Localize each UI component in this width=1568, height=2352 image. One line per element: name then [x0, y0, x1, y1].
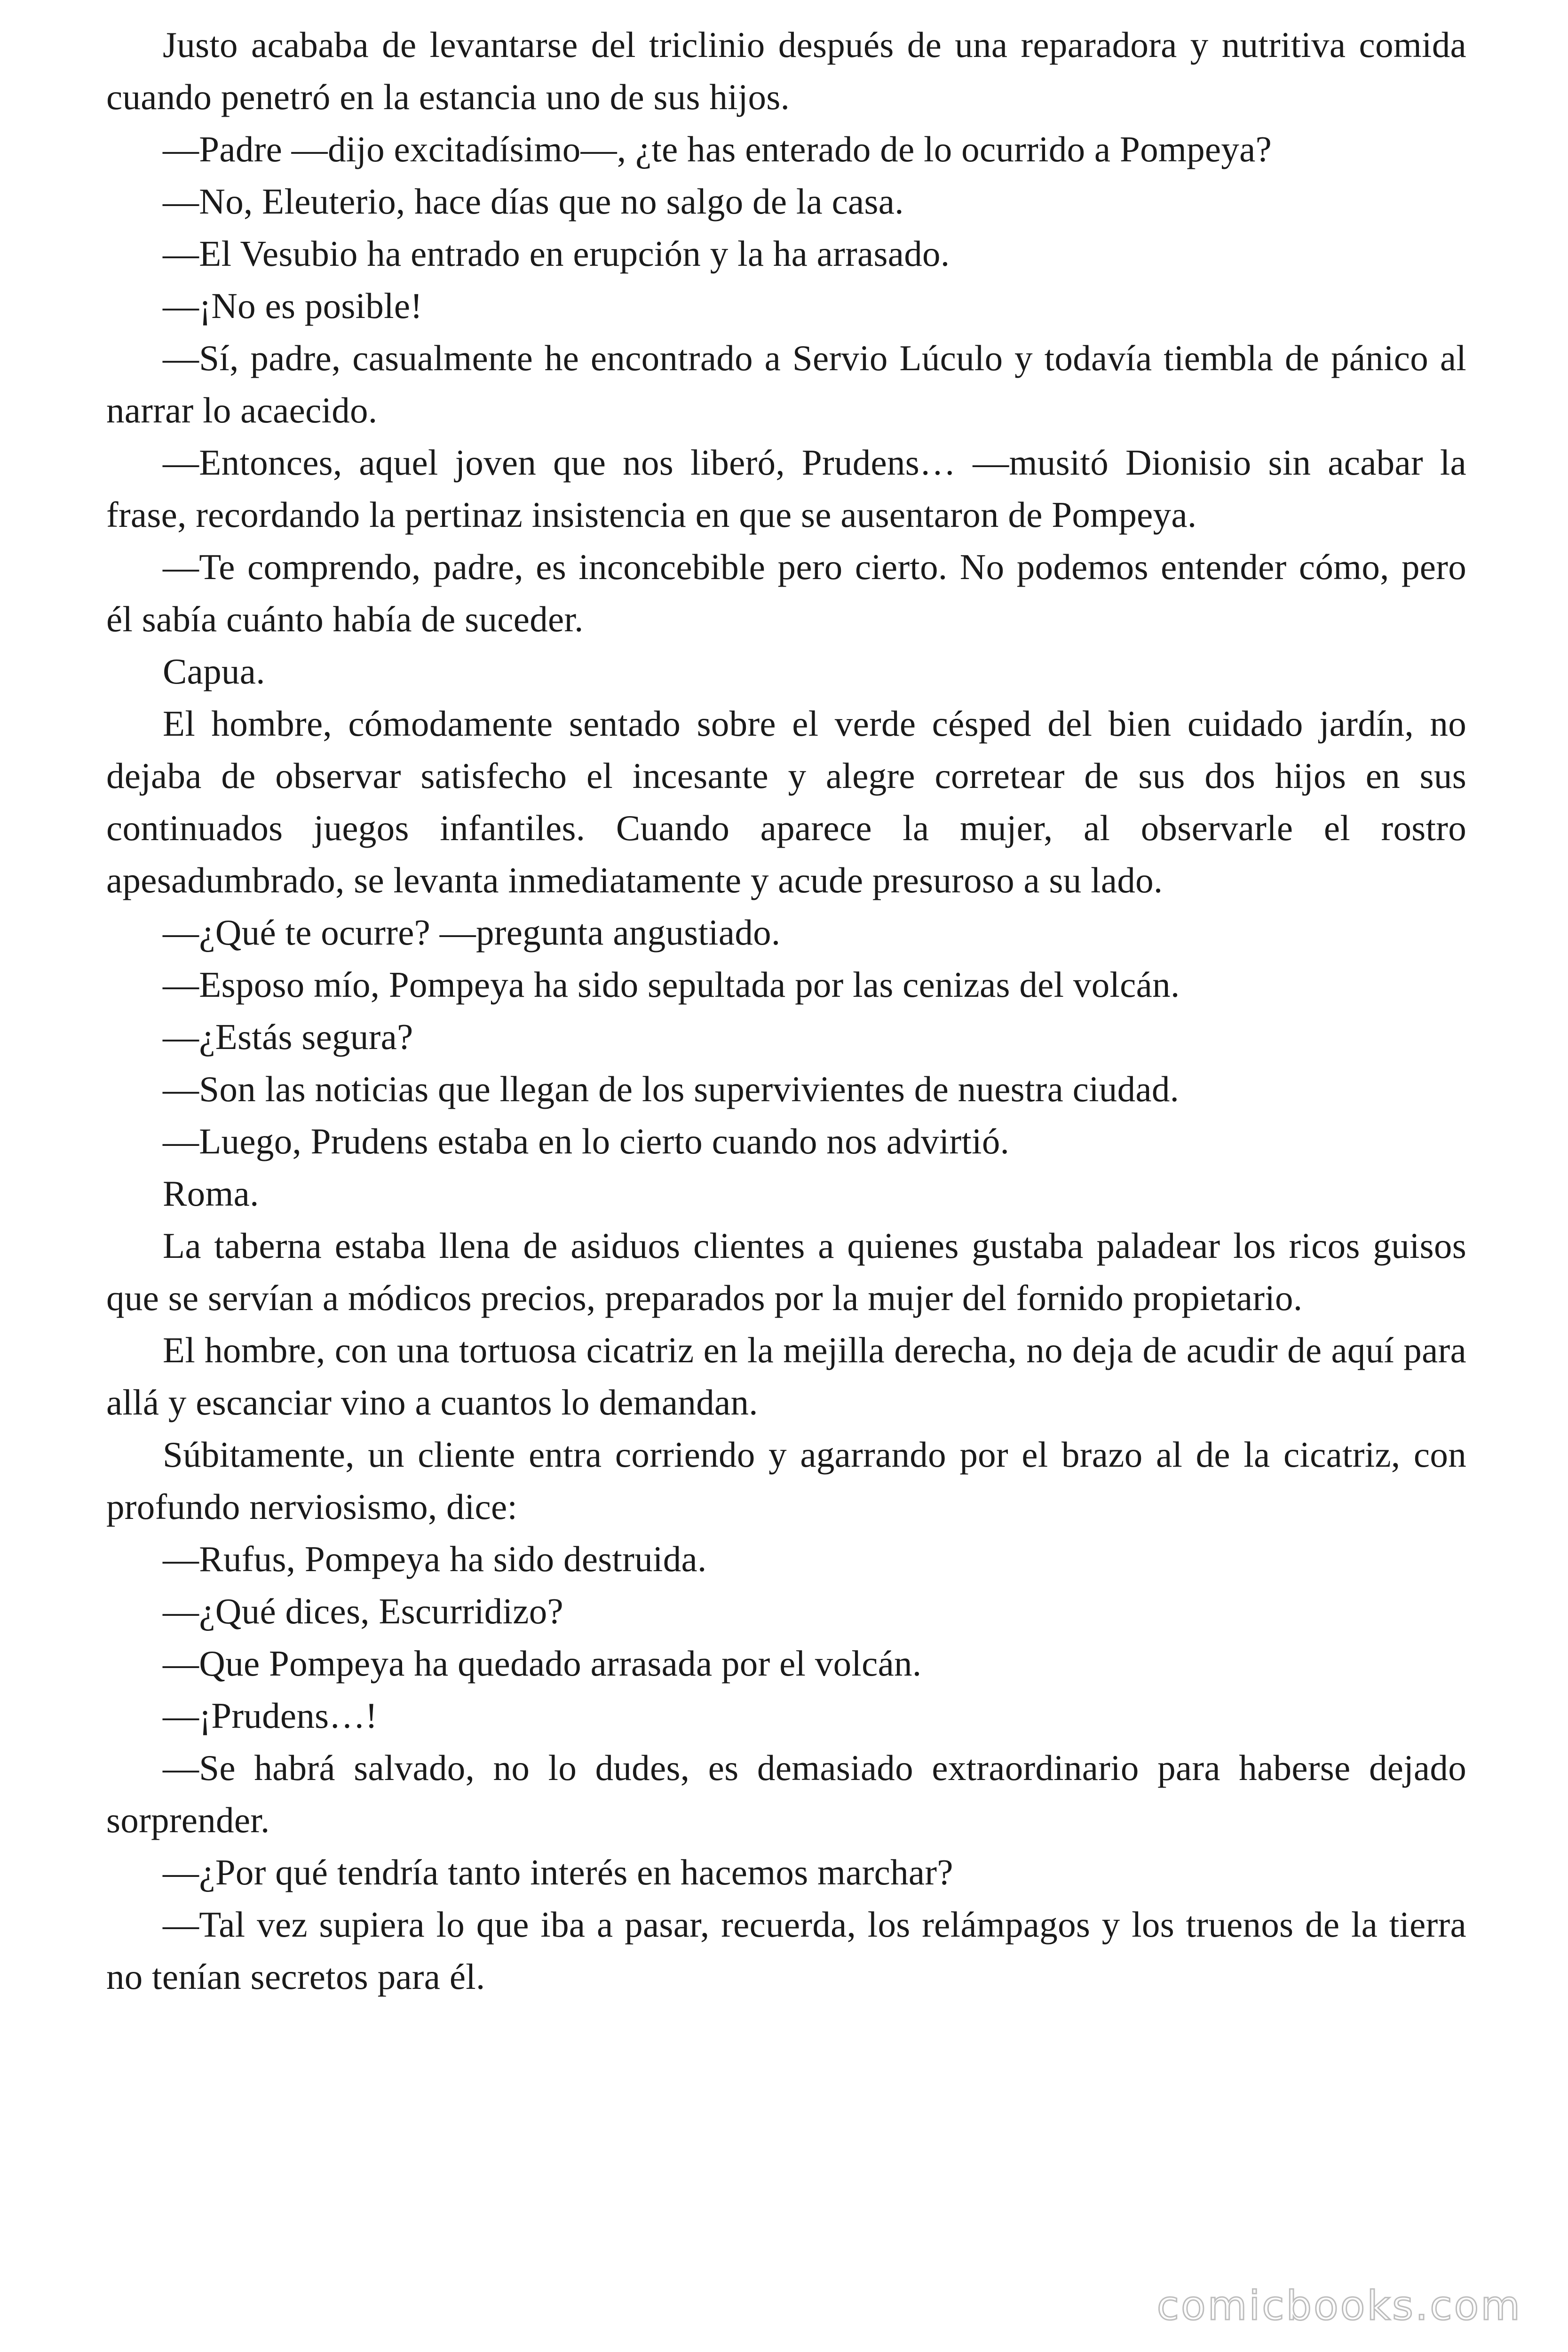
scene-location-heading: Capua.: [163, 651, 265, 691]
paragraph: —El Vesubio ha entrado en erupción y la ha arrasado.: [163, 233, 950, 274]
paragraph: —Padre —dijo excitadísimo—, ¿te has enterado de lo ocurrido a Pompeya?: [163, 129, 1272, 169]
paragraph: —Se habrá salvado, no lo dudes, es demasiado extraordinario para haberse dejado sorprender.: [106, 1748, 1466, 1840]
watermark-text: comicbooks.com: [1156, 2282, 1522, 2329]
paragraph: —¿Qué dices, Escurridizo?: [163, 1591, 564, 1631]
paragraph: —¡No es posible!: [163, 286, 423, 326]
document-page: [106, 19, 1466, 2003]
scene-location-heading: Roma.: [163, 1173, 259, 1214]
paragraph: La taberna estaba llena de asiduos clientes a quienes gustaba paladear los ricos guisos que se servían a módicos precios, preparados por la mujer del fornido propietario.: [106, 1225, 1466, 1318]
paragraph: El hombre, cómodamente sentado sobre el verde césped del bien cuidado jardín, no dejaba de observar satisfecho el incesante y alegre corretear de sus dos hijos en sus continuados juegos infantiles. Cuando aparece la mujer, al observarle el rostro apesadumbrado, se levanta inmediatamente y acude presuroso a su lado.: [106, 703, 1466, 900]
paragraph: —Rufus, Pompeya ha sido destruida.: [163, 1539, 707, 1579]
paragraph: —¿Por qué tendría tanto interés en hacemos marchar?: [163, 1852, 953, 1892]
paragraph: —Entonces, aquel joven que nos liberó, Prudens… —musitó Dionisio sin acabar la frase, recordando la pertinaz insistencia en que se ausentaron de Pompeya.: [106, 442, 1466, 535]
paragraph: —Son las noticias que llegan de los supervivientes de nuestra ciudad.: [163, 1069, 1180, 1109]
paragraph: —Te comprendo, padre, es inconcebible pero cierto. No podemos entender cómo, pero él sabía cuánto había de suceder.: [106, 547, 1466, 639]
paragraph: Súbitamente, un cliente entra corriendo y agarrando por el brazo al de la cicatriz, con profundo nerviosismo, dice:: [106, 1434, 1466, 1527]
paragraph: —No, Eleuterio, hace días que no salgo de la casa.: [163, 181, 904, 222]
paragraph: Justo acababa de levantarse del triclinio después de una reparadora y nutritiva comida cuando penetró en la estancia uno de sus hijos.: [106, 24, 1466, 117]
paragraph: —¿Qué te ocurre? —pregunta angustiado.: [163, 912, 781, 953]
paragraph: —Luego, Prudens estaba en lo cierto cuando nos advirtió.: [163, 1121, 1010, 1161]
paragraph: —Tal vez supiera lo que iba a pasar, recuerda, los relámpagos y los truenos de la tierra no tenían secretos para él.: [106, 1904, 1466, 1997]
paragraph: —¿Estás segura?: [163, 1017, 413, 1057]
paragraph: —Que Pompeya ha quedado arrasada por el volcán.: [163, 1643, 922, 1684]
paragraph: —Esposo mío, Pompeya ha sido sepultada por las cenizas del volcán.: [163, 964, 1180, 1005]
paragraph: El hombre, con una tortuosa cicatriz en la mejilla derecha, no deja de acudir de aquí para allá y escanciar vino a cuantos lo demandan.: [106, 1330, 1466, 1422]
paragraph: —¡Prudens…!: [163, 1695, 378, 1736]
paragraph: —Sí, padre, casualmente he encontrado a Servio Lúculo y todavía tiembla de pánico al narrar lo acaecido.: [106, 338, 1466, 430]
